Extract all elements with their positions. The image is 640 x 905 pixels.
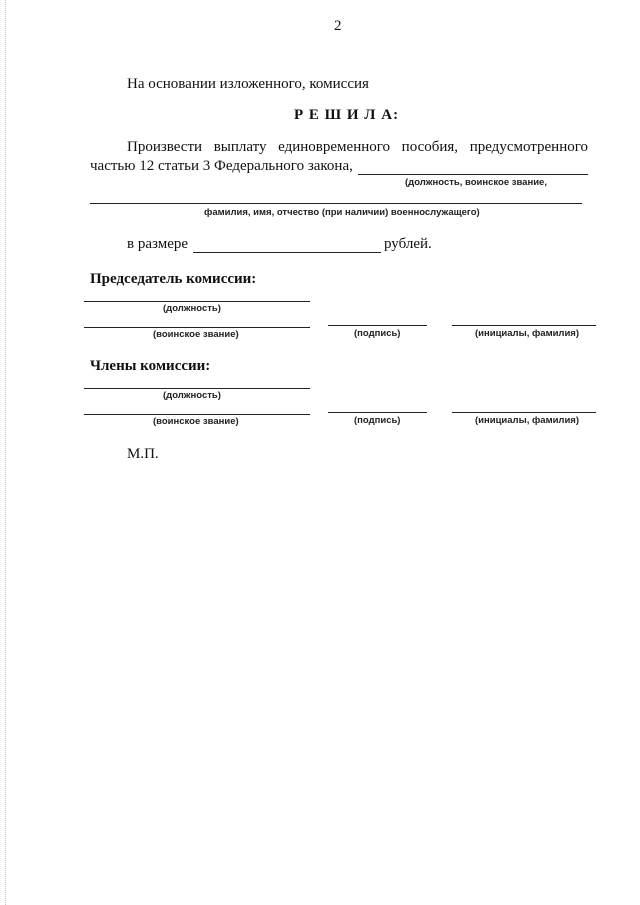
members-hint-initials: (инициалы, фамилия) — [475, 415, 580, 426]
page-number: 2 — [334, 18, 342, 34]
hint-position-rank: (должность, воинское звание, — [405, 177, 547, 188]
members-rank-line — [84, 414, 310, 415]
seal-mark: М.П. — [127, 446, 159, 462]
fill-line-position-rank — [358, 174, 588, 175]
chairman-hint-signature: (подпись) — [354, 328, 401, 339]
intro-text: На основании изложенного, комиссия — [127, 76, 369, 92]
chairman-signature-line — [328, 325, 427, 326]
scan-edge — [5, 0, 6, 905]
decision-heading: Р Е Ш И Л А: — [294, 107, 400, 123]
members-hint-rank: (воинское звание) — [153, 416, 239, 427]
members-signature-line — [328, 412, 427, 413]
amount-suffix: рублей. — [384, 236, 432, 252]
fill-line-full-name — [90, 203, 582, 204]
chairman-initials-line — [452, 325, 596, 326]
chairman-hint-position: (должность) — [163, 303, 221, 314]
members-hint-signature: (подпись) — [354, 415, 401, 426]
members-initials-line — [452, 412, 596, 413]
chairman-hint-initials: (инициалы, фамилия) — [475, 328, 580, 339]
members-position-line — [84, 388, 310, 389]
members-heading: Члены комиссии: — [90, 358, 211, 374]
amount-prefix: в размере — [127, 236, 189, 252]
hint-full-name: фамилия, имя, отчество (при наличии) военнослужащего) — [204, 207, 480, 218]
chairman-hint-rank: (воинское звание) — [153, 329, 239, 340]
body-line-1: Произвести выплату единовременного пособия, предусмотренного — [127, 139, 588, 155]
chairman-heading: Председатель комиссии: — [90, 271, 257, 287]
members-hint-position: (должность) — [163, 390, 221, 401]
chairman-position-line — [84, 301, 310, 302]
chairman-rank-line — [84, 327, 310, 328]
fill-line-amount — [193, 252, 381, 253]
body-line-2: частью 12 статьи 3 Федерального закона, — [90, 158, 353, 174]
